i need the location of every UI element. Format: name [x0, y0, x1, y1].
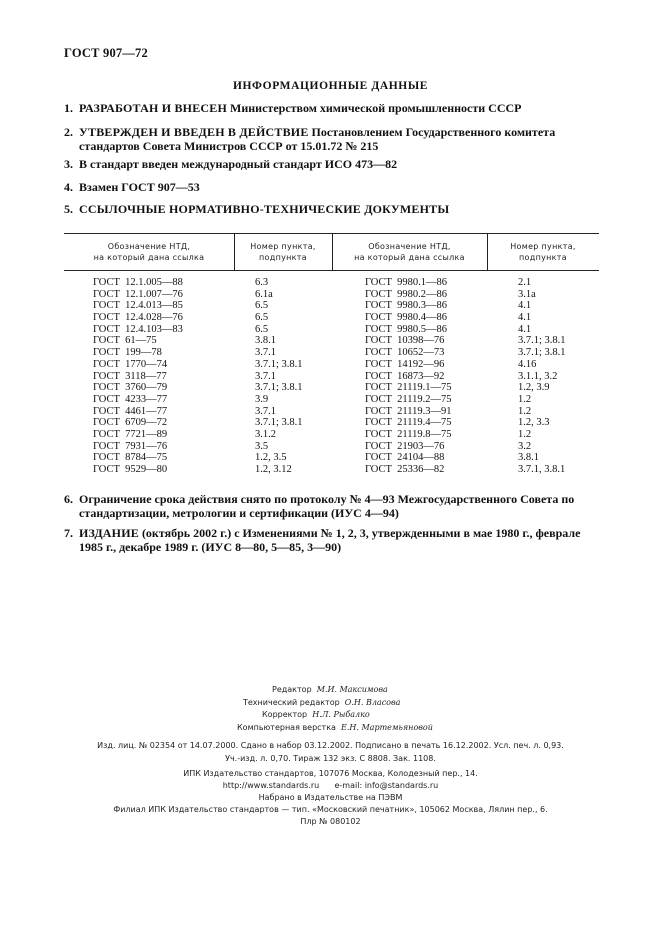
table-cell: ГОСТ 21903—76 [365, 440, 445, 452]
credit-person: М.И. Максимова [316, 685, 388, 694]
info-item-6 [64, 492, 604, 520]
table-cell: ГОСТ 21119.1—75 [365, 382, 452, 394]
header-line: Обозначение НТД, [368, 242, 451, 251]
publisher-email[interactable]: e-mail: info@standards.ru [334, 781, 439, 790]
item-caps: ИЗДАНИЕ [79, 526, 139, 540]
table-cell: 1.2, 3.9 [518, 382, 550, 394]
info-item-5 [64, 202, 604, 216]
table-cell: 4.1 [518, 312, 532, 324]
right-docs-column [365, 277, 452, 476]
table-cell: 1.2, 3.5 [255, 452, 287, 464]
table-cell: ГОСТ 24104—88 [365, 452, 445, 464]
info-item-7 [64, 526, 604, 554]
credit-person: Е.Н. Мартемьяновой [341, 723, 433, 733]
section-heading: ИНФОРМАЦИОННЫЕ ДАННЫЕ [232, 80, 429, 92]
table-cell: 6.5 [255, 300, 269, 312]
right-points-column [518, 277, 566, 476]
table-cell: 6.5 [255, 312, 269, 324]
table-cell: ГОСТ 61—75 [93, 335, 157, 347]
table-cell: 3.8.1 [255, 335, 276, 347]
table-cell: 6.1а [255, 288, 273, 300]
print-info-line-2: Уч.-изд. л. 0,70. Тираж 132 экз. С 8808. Зак. 1108. [225, 754, 436, 763]
item-caps: ССЫЛОЧНЫЕ НОРМАТИВНО-ТЕХНИЧЕСКИЕ ДОКУМЕНТЫ [79, 202, 450, 216]
table-cell: ГОСТ 4461—77 [93, 405, 168, 417]
item-number: 6. [64, 492, 73, 506]
table-cell: ГОСТ 4233—77 [93, 393, 168, 405]
table-cell: 3.1.2 [255, 428, 276, 440]
document-id: ГОСТ 907—72 [64, 46, 148, 60]
item-number: 4. [64, 180, 73, 194]
table-cell: 6.5 [255, 323, 269, 335]
header-point-right [487, 241, 599, 263]
credit-editor [272, 684, 388, 697]
item-text: (октябрь 2002 г.) с Изменениями № 1, 2, 3, утвержденными в мае 1980 г., феврале 1985 г., декабре 1989 г. (ИУС 8—80, 5—85, 3—90) [79, 526, 581, 554]
item-text: Взамен ГОСТ 907—53 [79, 180, 200, 194]
credit-label: Технический редактор [243, 697, 340, 707]
typeset-note: Набрано в Издательстве на ПЭВМ [258, 793, 403, 802]
table-cell: ГОСТ 21119.4—75 [365, 417, 452, 429]
table-cell: ГОСТ 7721—89 [93, 428, 168, 440]
item-text: В стандарт введен международный стандарт ИСО 473—82 [79, 157, 398, 171]
table-cell: 3.9 [255, 393, 269, 405]
credit-label: Корректор [262, 710, 308, 720]
table-cell: ГОСТ 9980.2—86 [365, 288, 448, 300]
printer-branch: Филиал ИПК Издательство стандартов — тип. «Московский печатник», 105062 Москва, Лялин пер., 6. [113, 805, 548, 814]
credit-layout [237, 722, 433, 735]
table-cell: ГОСТ 9980.5—86 [365, 323, 448, 335]
table-cell: 3.7.1; 3.8.1 [518, 347, 566, 359]
table-cell: 6.3 [255, 277, 269, 288]
credit-tech-editor [243, 697, 400, 710]
credit-person: Н.Л. Рыбалко [312, 710, 370, 720]
header-line: Номер пункта, [250, 242, 316, 251]
table-header-rule [64, 270, 599, 271]
table-cell: ГОСТ 12.4.028—76 [93, 312, 183, 324]
item-text: Министерством химической промышленности СССР [227, 101, 522, 115]
info-item-3 [64, 157, 604, 171]
table-cell: 3.7.1; 3.8.1 [255, 417, 303, 429]
table-cell: ГОСТ 12.1.005—88 [93, 277, 183, 288]
table-cell: ГОСТ 21119.8—75 [365, 428, 452, 440]
table-cell: 4.1 [518, 323, 532, 335]
table-cell: 3.1а [518, 288, 536, 300]
header-line: на который дана ссылка [354, 253, 465, 262]
table-cell: 4.1 [518, 300, 532, 312]
header-ntd-left [64, 241, 234, 263]
table-cell: 4.16 [518, 358, 537, 370]
table-cell: ГОСТ 199—78 [93, 347, 162, 359]
left-points-column [255, 277, 303, 476]
left-docs-column [93, 277, 183, 476]
credit-corrector [262, 709, 370, 722]
header-line: на который дана ссылка [93, 253, 205, 262]
credit-person: О.Н. Власова [344, 697, 401, 707]
license-number: Плр № 080102 [300, 817, 361, 826]
table-cell: ГОСТ 9980.3—86 [365, 300, 448, 312]
table-cell: 3.7.1; 3.8.1 [518, 335, 566, 347]
table-cell: ГОСТ 9529—80 [93, 464, 168, 475]
table-cell: 3.7.1 [255, 347, 276, 359]
item-number: 7. [64, 526, 73, 540]
table-cell: 2.1 [518, 277, 532, 288]
table-cell: 3.7.1, 3.8.1 [518, 464, 566, 475]
table-cell: 1.2 [518, 393, 532, 405]
table-cell: ГОСТ 10398—76 [365, 335, 445, 347]
item-number: 5. [64, 202, 73, 216]
item-text: Постановлением Государственного комитета стандартов Совета Министров СССР от 15.01.72 № 215 [79, 125, 556, 153]
table-cell: ГОСТ 9980.4—86 [365, 312, 448, 324]
header-line: подпункта [259, 253, 307, 262]
table-cell: 1.2, 3.12 [255, 464, 292, 475]
table-cell: 3.7.1 [255, 370, 276, 382]
table-cell: ГОСТ 12.1.007—76 [93, 288, 183, 300]
table-cell: 3.7.1 [255, 405, 276, 417]
table-cell: 3.8.1 [518, 452, 539, 464]
header-ntd-right [332, 241, 487, 263]
credit-label: Компьютерная верстка [237, 723, 336, 733]
table-cell: ГОСТ 3118—77 [93, 370, 167, 382]
item-text: Ограничение срока действия снято по протоколу № 4—93 Межгосударственного Совета по стандартизации, метрологии и сертификации (ИУС 4—94) [79, 492, 575, 520]
table-cell: 1.2 [518, 405, 532, 417]
info-item-1 [64, 101, 604, 115]
table-cell: ГОСТ 1770—74 [93, 358, 168, 370]
table-cell: ГОСТ 16873—92 [365, 370, 445, 382]
table-cell: ГОСТ 7931—76 [93, 440, 168, 452]
table-cell: ГОСТ 3760—79 [93, 382, 168, 394]
item-caps: УТВЕРЖДЕН И ВВЕДЕН В ДЕЙСТВИЕ [79, 125, 309, 139]
table-cell: 3.5 [255, 440, 269, 452]
publisher-website[interactable]: http://www.standards.ru [222, 781, 320, 790]
table-cell: ГОСТ 9980.1—86 [365, 277, 448, 288]
table-cell: 1.2 [518, 428, 532, 440]
table-cell: ГОСТ 21119.2—75 [365, 393, 452, 405]
item-number: 3. [64, 157, 73, 171]
header-point-left [234, 241, 332, 263]
header-line: Обозначение НТД, [107, 242, 191, 251]
table-cell: ГОСТ 12.4.013—85 [93, 300, 183, 312]
table-cell: ГОСТ 21119.3—91 [365, 405, 452, 417]
table-cell: ГОСТ 8784—75 [93, 452, 168, 464]
table-cell: 3.7.1; 3.8.1 [255, 358, 303, 370]
table-cell: ГОСТ 6709—72 [93, 417, 168, 429]
item-number: 2. [64, 125, 73, 139]
table-cell: ГОСТ 14192—96 [365, 358, 445, 370]
header-line: Номер пункта, [510, 242, 576, 251]
table-cell: ГОСТ 12.4.103—83 [93, 323, 183, 335]
header-line: подпункта [519, 253, 567, 262]
publisher-contacts [0, 781, 661, 790]
item-number: 1. [64, 101, 73, 115]
table-cell: 3.1.1, 3.2 [518, 370, 558, 382]
info-item-4 [64, 180, 604, 194]
table-cell: 3.2 [518, 440, 532, 452]
item-caps: РАЗРАБОТАН И ВНЕСЕН [79, 101, 228, 115]
print-info-line-1: Изд. лиц. № 02354 от 14.07.2000. Сдано в набор 03.12.2002. Подписано в печать 16.12.2002. Усл. печ. л. 0,93. [97, 741, 564, 750]
table-cell: ГОСТ 10652—73 [365, 347, 445, 359]
table-cell: ГОСТ 25336—82 [365, 464, 445, 475]
info-item-2 [64, 125, 604, 153]
table-cell: 1.2, 3.3 [518, 417, 550, 429]
table-cell: 3.7.1; 3.8.1 [255, 382, 303, 394]
publisher-address: ИПК Издательство стандартов, 107076 Москва, Колодезный пер., 14. [183, 769, 478, 778]
credit-label: Редактор [272, 685, 312, 694]
